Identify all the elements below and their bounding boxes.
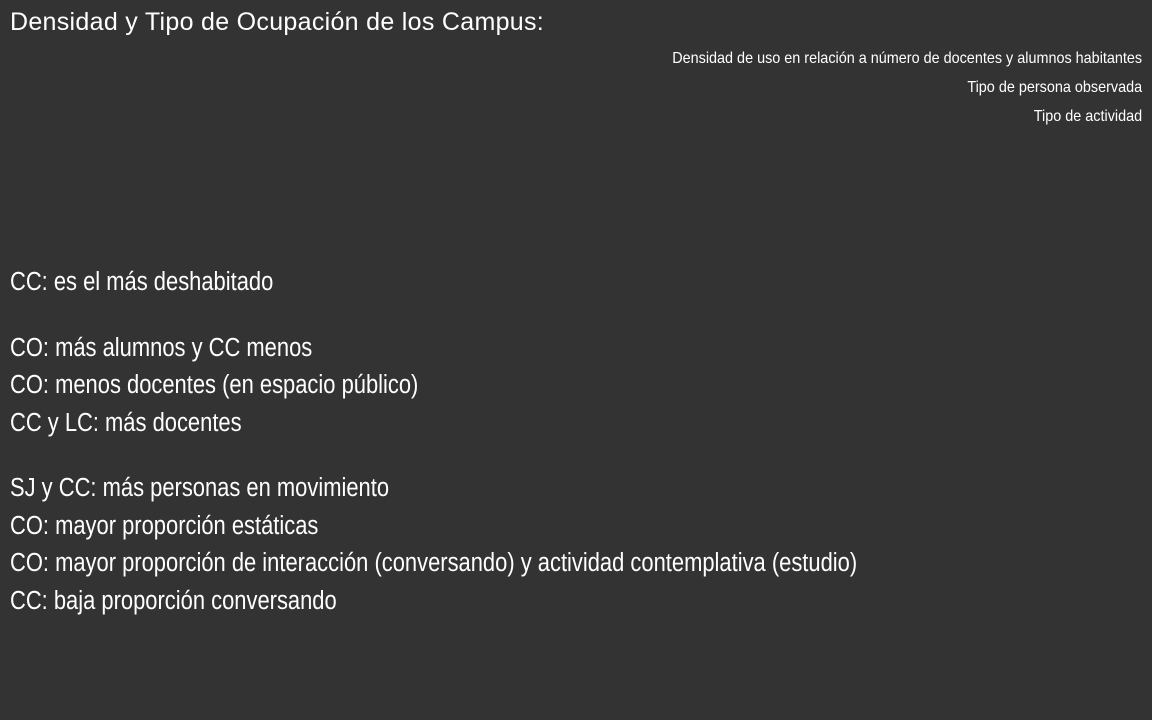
finding-line: CO: más alumnos y CC menos bbox=[10, 333, 313, 362]
findings-list bbox=[10, 264, 857, 620]
subtitle-activity-type: Tipo de actividad bbox=[1033, 108, 1142, 125]
finding-line: SJ y CC: más personas en movimiento bbox=[10, 474, 390, 502]
finding-line: CO: menos docentes (en espacio público) bbox=[10, 371, 419, 399]
finding-line: CC: baja proporción conversando bbox=[10, 586, 337, 615]
slide-title: Densidad y Tipo de Ocupación de los Campus: bbox=[10, 8, 545, 36]
subtitle-density: Densidad de uso en relación a número de docentes y alumnos habitantes bbox=[672, 50, 1142, 67]
group-spacer bbox=[10, 302, 857, 330]
finding-line: CC: es el más deshabitado bbox=[10, 268, 274, 296]
finding-line: CC y LC: más docentes bbox=[10, 408, 242, 437]
subtitle-list bbox=[672, 44, 1142, 131]
subtitle-person-type: Tipo de persona observada bbox=[967, 79, 1142, 96]
group-spacer bbox=[10, 442, 857, 470]
finding-line: CO: mayor proporción de interacción (conversando) y actividad contemplativa (estudio) bbox=[10, 549, 858, 577]
finding-line: CO: mayor proporción estáticas bbox=[10, 511, 319, 540]
